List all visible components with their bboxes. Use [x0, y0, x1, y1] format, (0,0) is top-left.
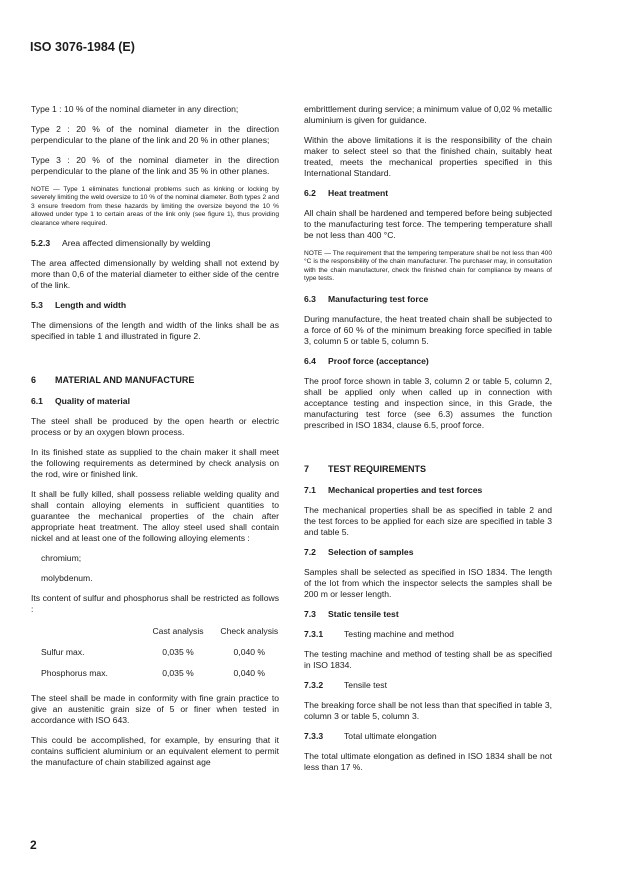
section-7-heading: 7 TEST REQUIREMENTS: [304, 463, 427, 474]
table-cell: 0,035 %: [162, 647, 194, 658]
table-cell: Phosphorus max.: [41, 668, 108, 679]
section-6-1-para-1: The steel shall be produced by the open hearth or electric process or by an oxygen blown process.: [31, 416, 279, 438]
table-cell: 0,040 %: [233, 668, 266, 679]
table-header-cell: [41, 624, 136, 645]
document-header: ISO 3076-1984 (E): [30, 40, 135, 54]
alloying-elements-list: [41, 553, 279, 584]
section-6-3-text: During manufacture, the heat treated chain shall be subjected to a force of 60 % of the minimum breaking force specified in table 3, column 5 or table 5, column 5.: [304, 313, 552, 346]
type-1-text: Type 1 : 10 % of the nominal diameter in any direction;: [31, 104, 239, 114]
section-6-4-heading: 6.4 Proof force (acceptance): [304, 355, 429, 366]
list-item: molybdenum.: [41, 573, 93, 584]
section-7-1-heading: 7.1 Mechanical properties and test forces: [304, 484, 483, 495]
table-row: [41, 666, 279, 687]
section-6-4-text: The proof force shown in table 3, column 2 or table 5, column 2, shall be applied only when called up in connection with acceptance testing and inspection since, in this Grade, the manufacturing test force (see 6.3) assumes the function prescribed in ISO 1834, clause 6.5, proof force.: [304, 375, 552, 430]
section-6-2-heading: 6.2 Heat treatment: [304, 188, 389, 198]
section-6-1-heading: 6.1 Quality of material: [31, 396, 130, 407]
section-6-2-note: NOTE — The requirement that the tempering temperature shall be not less than 400 °C is the responsibility of the chain manufacturer. The purchaser may, in consultation with the chain manufacturer, check the finished chain for compliance by means of type tests.: [304, 250, 552, 283]
section-6-2-text: All chain shall be hardened and tempered before being subjected to the manufacturing test force. The tempering temperature shall be not less than 400 °C.: [304, 208, 552, 240]
section-7-3-2-heading: 7.3.2 Tensile test: [304, 679, 387, 690]
section-6-1-para-2: In its finished state as supplied to the chain maker it shall meet the following requirements as determined by check analysis on the rod, wire or finished link.: [31, 447, 279, 480]
table-header-cell: Cast analysis: [152, 626, 204, 637]
table-header-cell: Check analysis: [220, 626, 279, 637]
section-7-2-heading: 7.2 Selection of samples: [304, 546, 414, 557]
section-6-3-heading: 6.3 Manufacturing test force: [304, 293, 429, 304]
left-column: [31, 104, 279, 777]
chemical-analysis-table: [41, 624, 279, 687]
section-5-3-text: The dimensions of the length and width of the links shall be as specified in table 1 and illustrated in figure 2.: [31, 320, 279, 342]
section-7-3-3-heading: 7.3.3 Total ultimate elongation: [304, 730, 437, 741]
table-row: [41, 645, 279, 666]
page-number: 2: [30, 838, 37, 852]
type-3-text: Type 3 : 20 % of the nominal diameter in the direction perpendicular to the plane of the link and 35 % in other planes.: [31, 155, 279, 176]
section-6-1-para-6: This could be accomplished, for example, by ensuring that it contains sufficient aluminium or an equivalent element to permit the manufacture of chain stabilized against age: [31, 735, 279, 768]
section-6-1-para-5: The steel shall be made in conformity with fine grain practice to give an austenitic grain size of 5 or finer when tested in accordance with ISO 643.: [31, 693, 279, 726]
section-7-3-2-text: The breaking force shall be not less than that specified in table 3, column 3 or table 5, column 3.: [304, 699, 552, 721]
right-column: [304, 104, 552, 782]
section-7-3-1-heading: 7.3.1 Testing machine and method: [304, 628, 454, 639]
table-cell: Sulfur max.: [41, 647, 85, 658]
continued-paragraph: embrittlement during service; a minimum value of 0,02 % metallic aluminium is given for guidance.: [304, 104, 552, 125]
list-item: chromium;: [41, 553, 82, 564]
type-2-text: Type 2 : 20 % of the nominal diameter in the direction perpendicular to the plane of the link and 20 % in other planes;: [31, 124, 279, 145]
table-cell: 0,035 %: [162, 668, 194, 679]
section-7-1-text: The mechanical properties shall be as specified in table 2 and the test forces to be applied for each size are specified in table 3 and table 5.: [304, 504, 552, 537]
section-7-3-heading: 7.3 Static tensile test: [304, 608, 399, 619]
section-5-3-heading: 5.3 Length and width: [31, 300, 127, 311]
section-6-1-para-3: It shall be fully killed, shall possess reliable welding quality and shall contain alloying elements in sufficient quantities to guarantee the mechanical properties of the chain after appropriate heat treatment. The alloy steel used shall contain nickel and at least one of the following alloying elements :: [31, 489, 279, 544]
section-7-3-1-text: The testing machine and method of testing shall be as specified in ISO 1834.: [304, 648, 552, 670]
section-6-1-para-4: Its content of sulfur and phosphorus shall be restricted as follows :: [31, 593, 279, 615]
table-cell: 0,040 %: [233, 647, 266, 658]
section-5-2-3-heading: 5.2.3 Area affected dimensionally by welding: [31, 238, 211, 249]
table-header-row: [41, 624, 279, 645]
section-6-heading: 6 MATERIAL AND MANUFACTURE: [31, 375, 195, 386]
section-7-3-3-text: The total ultimate elongation as defined in ISO 1834 shall be not less than 17 %.: [304, 750, 552, 772]
weld-note: NOTE — Type 1 eliminates functional problems such as kinking or locking by severely limiting the weld oversize to 10 % of the nominal diameter. Both types 2 and 3 ensure freedom from these hazards by limiting the oversize beyond the 10 % allowed under type 1 to certain areas of the link only (see figure 1), thus providing clearance where required.: [31, 186, 279, 227]
section-5-2-3-text: The area affected dimensionally by welding shall not extend by more than 0,6 of the material diameter to either side of the centre of the link.: [31, 258, 279, 291]
responsibility-paragraph: Within the above limitations it is the responsibility of the chain maker to select steel so that the finished chain, suitably heat treated, meets the mechanical properties specified in this International Standard.: [304, 135, 552, 178]
section-7-2-text: Samples shall be selected as specified in ISO 1834. The length of the lot from which the inspector selects the samples shall be 200 m or lesser length.: [304, 566, 552, 599]
